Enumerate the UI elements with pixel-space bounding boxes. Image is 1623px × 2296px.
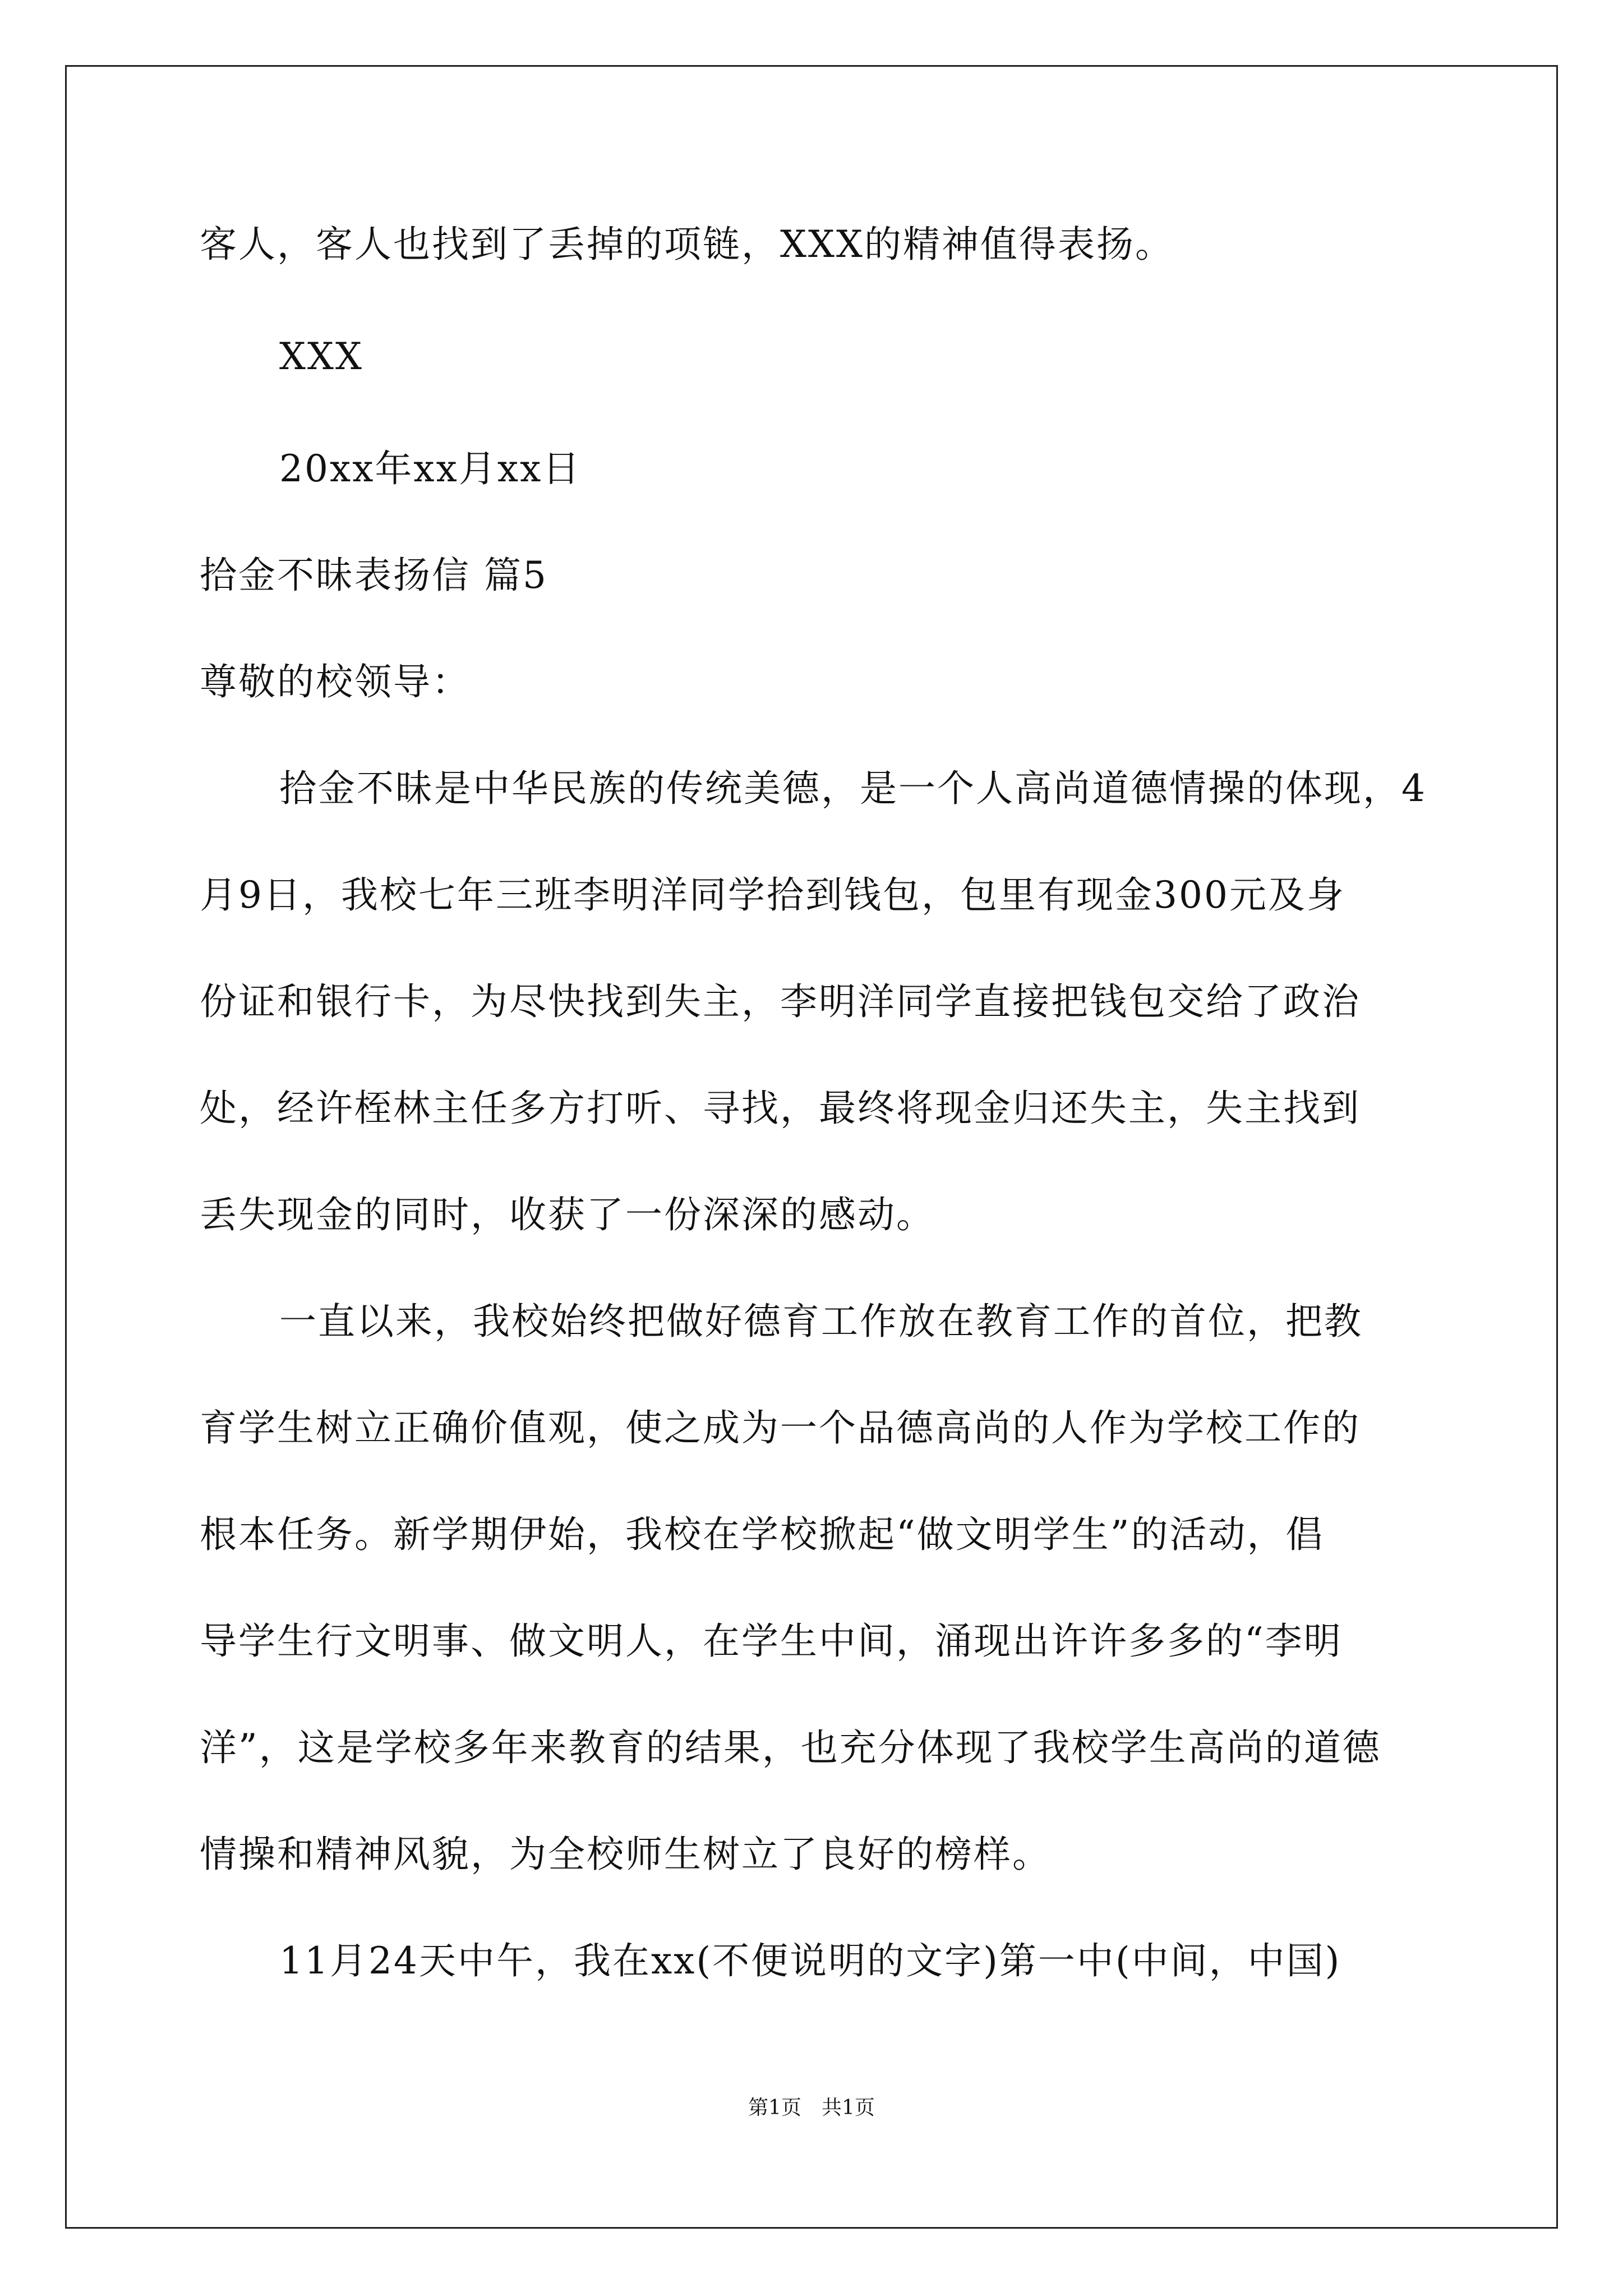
text-line: 月9日，我校七年三班李明洋同学拾到钱包，包里有现金300元及身 <box>200 873 1345 917</box>
text-line: 11月24天中午，我在xx(不便说明的文字)第一中(中间，中国) <box>279 1939 1341 1982</box>
text-line: 导学生行文明事、做文明人，在学生中间，涌现出许许多多的“李明 <box>200 1619 1343 1663</box>
signature-date: 20xx年xx月xx日 <box>279 447 582 490</box>
text-line: 处，经许桎林主任多方打听、寻找，最终将现金归还失主，失主找到 <box>200 1087 1361 1130</box>
page-number: 第1页 共1页 <box>748 2096 875 2119</box>
text-line: 情操和精神风貌，为全校师生树立了良好的榜样。 <box>200 1833 1051 1876</box>
page-border <box>65 65 1558 2229</box>
text-line: 拾金不昧是中华民族的传统美德，是一个人高尚道德情操的体现，4 <box>279 767 1427 810</box>
section-heading: 拾金不昧表扬信 篇5 <box>200 554 548 597</box>
signature-name: XXX <box>279 335 363 378</box>
text-line: 客人，客人也找到了丢掉的项链，XXX的精神值得表扬。 <box>200 223 1174 266</box>
salutation: 尊敬的校领导： <box>200 660 471 703</box>
text-line: 洋”，这是学校多年来教育的结果，也充分体现了我校学生高尚的道德 <box>200 1726 1381 1769</box>
text-line: 丢失现金的同时，收获了一份深深的感动。 <box>200 1193 935 1236</box>
text-line: 育学生树立正确价值观，使之成为一个品德高尚的人作为学校工作的 <box>200 1406 1361 1450</box>
text-line: 根本任务。新学期伊始，我校在学校掀起“做文明学生”的活动，倡 <box>200 1513 1325 1556</box>
text-line: 一直以来，我校始终把做好德育工作放在教育工作的首位，把教 <box>279 1300 1363 1343</box>
text-line: 份证和银行卡，为尽快找到失主，李明洋同学直接把钱包交给了政治 <box>200 980 1361 1023</box>
